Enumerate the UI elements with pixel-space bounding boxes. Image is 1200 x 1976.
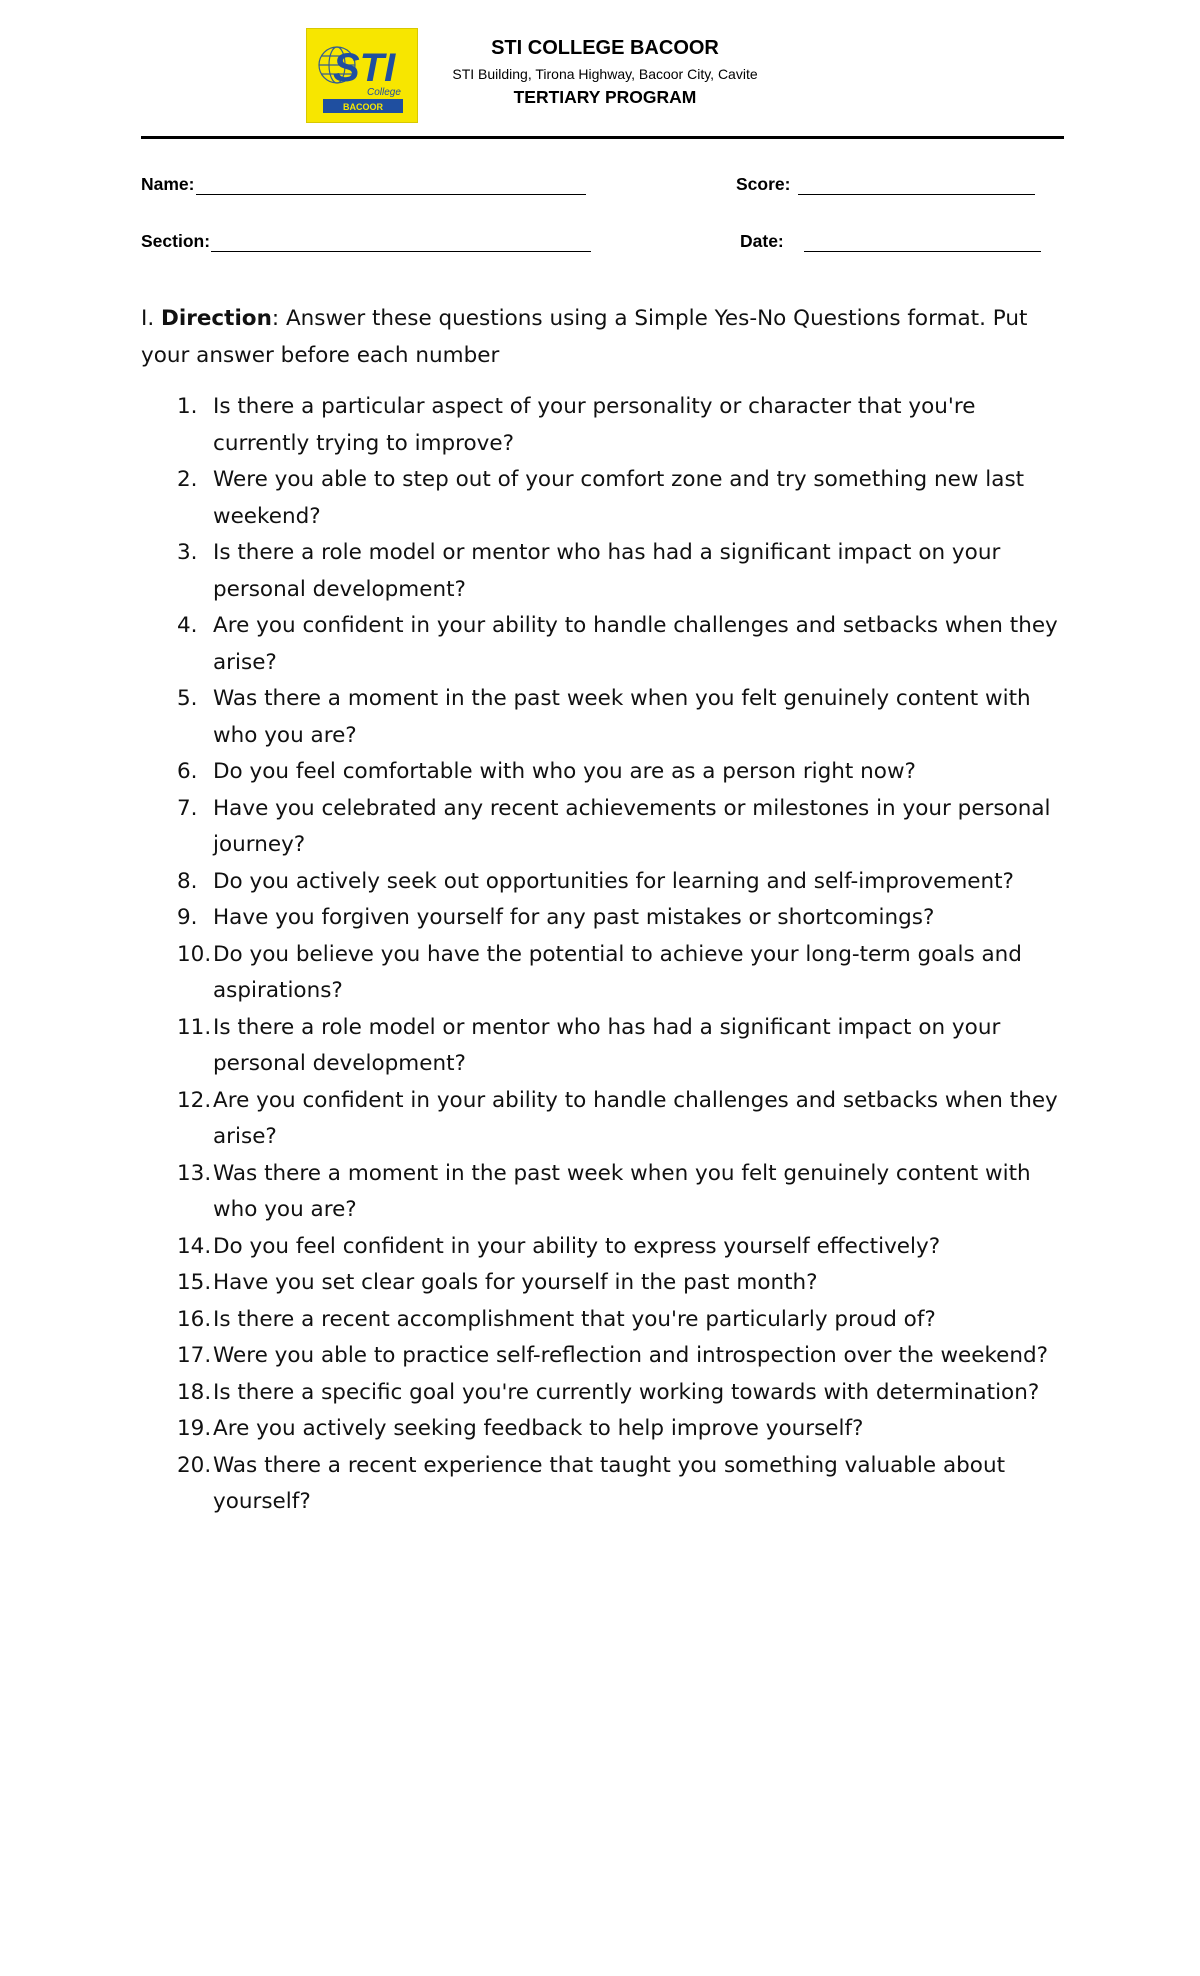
question-number: 14. <box>177 1233 212 1259</box>
section-label: Section: <box>141 231 211 251</box>
question-item <box>141 1010 1076 1083</box>
question-text: Are you confident in your ability to handle challenges and setbacks when they arise? <box>213 613 1058 675</box>
question-item <box>141 1448 1076 1521</box>
question-number: 6. <box>177 759 198 784</box>
logo-sub: College <box>367 87 401 98</box>
score-field <box>736 173 1035 195</box>
school-header <box>420 35 790 108</box>
question-number: 12. <box>177 1087 212 1113</box>
question-item <box>141 462 1076 535</box>
direction-text: : Answer these questions using a Simple Yes-No Questions format. Put your answer before each number <box>141 306 1028 368</box>
question-item <box>141 608 1076 681</box>
question-text: Do you feel confident in your ability to express yourself effectively? <box>213 1233 941 1259</box>
question-item <box>141 389 1076 462</box>
question-number: 3. <box>177 540 198 565</box>
date-blank-line[interactable] <box>804 234 1041 252</box>
question-number: 7. <box>177 795 198 821</box>
question-item <box>141 1411 1076 1448</box>
question-item <box>141 1338 1076 1375</box>
question-text: Is there a specific goal you're currently working towards with determination? <box>213 1379 1040 1405</box>
sti-logo <box>306 28 418 123</box>
program-title: TERTIARY PROGRAM <box>513 87 697 107</box>
direction-label: Direction <box>161 306 272 331</box>
section-blank-line[interactable] <box>211 234 591 252</box>
question-text: Do you actively seek out opportunities for learning and self-improvement? <box>213 868 1014 894</box>
question-text: Was there a moment in the past week when you felt genuinely content with who you are? <box>213 1160 1031 1222</box>
question-text: Was there a moment in the past week when you felt genuinely content with who you are? <box>213 686 1031 748</box>
question-text: Are you confident in your ability to handle challenges and setbacks when they arise? <box>213 1087 1058 1149</box>
question-number: 15. <box>177 1270 212 1295</box>
question-number: 2. <box>177 467 198 492</box>
name-blank-line[interactable] <box>196 177 586 195</box>
question-item <box>141 1265 1076 1302</box>
direction-prefix: I. <box>141 306 162 331</box>
question-text: Were you able to practice self-reflection and introspection over the weekend? <box>213 1343 1049 1368</box>
question-item <box>141 1302 1076 1339</box>
question-text: Is there a role model or mentor who has had a significant impact on your personal development? <box>213 540 1001 602</box>
score-blank-line[interactable] <box>798 177 1035 195</box>
question-text: Is there a role model or mentor who has had a significant impact on your personal development? <box>213 1014 1001 1076</box>
question-item <box>141 1156 1076 1229</box>
school-name: STI COLLEGE BACOOR <box>491 37 719 59</box>
score-label: Score: <box>736 174 791 194</box>
question-number: 20. <box>177 1452 212 1478</box>
question-number: 18. <box>177 1379 212 1405</box>
section-field <box>141 230 591 252</box>
question-number: 4. <box>177 613 198 638</box>
question-item <box>141 864 1076 901</box>
question-item <box>141 1375 1076 1412</box>
question-text: Was there a recent experience that taught you something valuable about yourself? <box>213 1452 1006 1514</box>
question-text: Do you believe you have the potential to achieve your long-term goals and aspirations? <box>213 941 1022 1003</box>
school-address: STI Building, Tirona Highway, Bacoor City, Cavite <box>452 66 758 82</box>
question-item <box>141 791 1076 864</box>
name-field <box>141 173 586 195</box>
question-item <box>141 535 1076 608</box>
question-text: Is there a particular aspect of your personality or character that you're currently trying to improve? <box>213 394 976 456</box>
question-number: 13. <box>177 1160 212 1186</box>
question-item <box>141 937 1076 1010</box>
question-text: Do you feel comfortable with who you are as a person right now? <box>213 759 916 784</box>
question-number: 1. <box>177 394 198 419</box>
date-field <box>740 230 1041 252</box>
question-item <box>141 1083 1076 1156</box>
question-text: Were you able to step out of your comfort zone and try something new last weekend? <box>213 467 1025 529</box>
question-number: 8. <box>177 868 198 894</box>
question-text: Have you forgiven yourself for any past mistakes or shortcomings? <box>213 905 935 930</box>
date-label: Date: <box>740 231 784 251</box>
question-text: Is there a recent accomplishment that you're particularly proud of? <box>213 1306 936 1332</box>
question-item <box>141 754 1076 791</box>
header-divider <box>141 136 1064 139</box>
question-item <box>141 900 1076 937</box>
direction-paragraph <box>141 300 1076 374</box>
question-text: Are you actively seeking feedback to help improve yourself? <box>213 1416 864 1441</box>
question-item <box>141 681 1076 754</box>
logo-campus: BACOOR <box>343 102 383 112</box>
question-number: 9. <box>177 905 198 930</box>
question-number: 19. <box>177 1416 212 1441</box>
name-label: Name: <box>141 174 195 194</box>
question-list <box>141 389 1076 1521</box>
question-number: 10. <box>177 941 212 967</box>
logo-text: STI <box>333 46 396 90</box>
question-number: 11. <box>177 1014 212 1040</box>
question-item <box>141 1229 1076 1266</box>
question-text: Have you set clear goals for yourself in the past month? <box>213 1270 818 1295</box>
question-text: Have you celebrated any recent achievements or milestones in your personal journey? <box>213 795 1051 857</box>
question-number: 16. <box>177 1306 212 1332</box>
question-number: 17. <box>177 1343 212 1368</box>
question-number: 5. <box>177 686 198 711</box>
